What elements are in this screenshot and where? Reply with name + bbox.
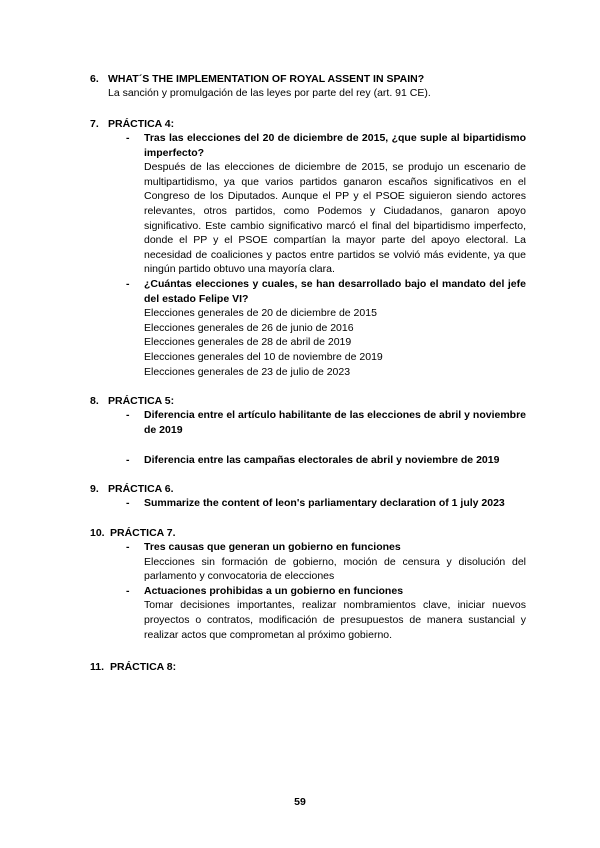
list-item: [90, 453, 526, 468]
section-6: [90, 72, 526, 100]
election-entry: Elecciones generales de 26 de junio de 2016: [144, 321, 354, 334]
section-title: PRÁCTICA 6.: [108, 483, 174, 495]
item-question: Actuaciones prohibidas a un gobierno en funciones: [144, 584, 404, 597]
list-item: [90, 277, 526, 379]
elections-list: [144, 306, 526, 379]
section-11: [90, 660, 526, 674]
section-number: 10.: [90, 527, 105, 539]
section-number: 9.: [90, 483, 99, 495]
section-text: La sanción y promulgación de las leyes por parte del rey (art. 91 CE).: [108, 87, 431, 99]
section-title: PRÁCTICA 4:: [108, 118, 175, 130]
section-number: 11.: [90, 661, 105, 673]
election-entry: Elecciones generales del 10 de noviembre de 2019: [144, 350, 383, 363]
list-item: [90, 408, 526, 437]
list-item: [90, 540, 526, 584]
section-heading: [90, 526, 526, 540]
section-title: PRÁCTICA 8:: [110, 661, 177, 673]
section-number: 6.: [90, 73, 99, 85]
section-8: [90, 394, 526, 468]
section-title: PRÁCTICA 7.: [110, 527, 176, 539]
section-title: PRÁCTICA 5:: [108, 395, 175, 407]
bullet-dash: -: [126, 409, 130, 421]
list-item: [90, 496, 526, 511]
section-title: WHAT´S THE IMPLEMENTATION OF ROYAL ASSENT IN SPAIN?: [108, 73, 425, 85]
section-heading: [90, 394, 526, 408]
item-question: ¿Cuántas elecciones y cuales, se han desarrollado bajo el mandato del jefe del estado Felipe VI?: [144, 277, 526, 305]
page-number: 59: [294, 796, 306, 808]
section-number: 7.: [90, 118, 99, 130]
section-10: [90, 526, 526, 642]
item-question: Diferencia entre el artículo habilitante de las elecciones de abril y noviembre de 2019: [144, 409, 526, 436]
item-answer: Después de las elecciones de diciembre de 2015, se produjo un escenario de multipartidismo, ya que varios partidos ganaron escaños significativos en el Congreso de los Diputados. Aunque el PP y el PSOE siguieron siendo actores relevantes, otros partidos, como Podemos y Ciudadanos, ganaron apoyo significativo. Este cambio significativo marcó el final del bipartidismo imperfecto, donde el PP y el PSOE compartían la mayor parte del apoyo electoral. La necesidad de coaliciones y pactos entre partidos se volvió más evidente, ya que ningún partido obtuvo una mayoría clara.: [144, 161, 526, 276]
item-question: Diferencia entre las campañas electorales de abril y noviembre de 2019: [144, 454, 500, 467]
section-number: 8.: [90, 395, 99, 407]
bullet-dash: -: [126, 454, 130, 467]
item-question: Tras las elecciones del 20 de diciembre de 2015, ¿que suple al bipartidismo imperfecto?: [144, 132, 526, 159]
bullet-dash: -: [126, 132, 130, 144]
section-heading: [90, 482, 526, 496]
section-9: [90, 482, 526, 511]
section-heading: [90, 72, 526, 86]
section-7: [90, 117, 526, 379]
item-question: Summarize the content of leon's parliamentary declaration of 1 july 2023: [144, 497, 505, 509]
list-item: [90, 584, 526, 642]
bullet-dash: -: [126, 277, 130, 290]
section-heading: [90, 117, 526, 131]
item-answer: Elecciones sin formación de gobierno, moción de censura y disolución del parlamento y convocatoria de elecciones: [144, 555, 526, 583]
item-answer: Tomar decisiones importantes, realizar nombramientos clave, iniciar nuevos proyectos o contratos, modificación de presupuestos de manera sustancial y realizar actos que comprometan al próximo gobierno.: [144, 599, 526, 641]
bullet-dash: -: [126, 584, 130, 597]
section-heading: [90, 660, 526, 674]
election-entry: Elecciones generales de 28 de abril de 2019: [144, 336, 352, 349]
bullet-dash: -: [126, 497, 130, 509]
election-entry: Elecciones generales de 20 de diciembre de 2015: [144, 307, 377, 320]
election-entry: Elecciones generales de 23 de julio de 2023: [144, 365, 351, 378]
list-item: [90, 131, 526, 277]
bullet-dash: -: [126, 541, 130, 553]
item-question: Tres causas que generan un gobierno en funciones: [144, 541, 401, 553]
